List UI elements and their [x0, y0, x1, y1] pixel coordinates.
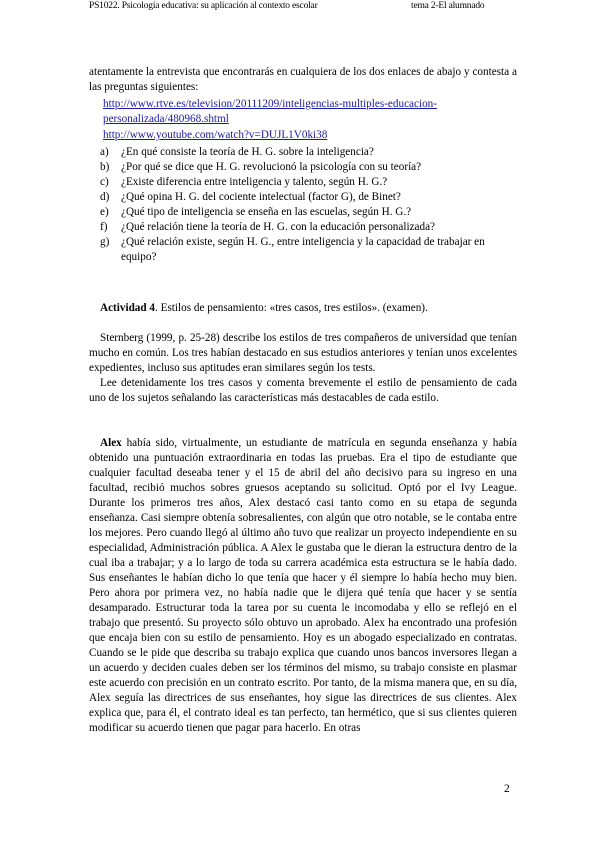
question-text: ¿Existe diferencia entre inteligencia y talento, según H. G.?	[121, 176, 388, 188]
list-item	[89, 220, 517, 235]
sternberg-paragraph: Sternberg (1999, p. 25-28) describe los estilos de tres compañeros de universidad que tenían mucho en común. Los tres habían destacado en sus estudios anteriores y tenían unos excelentes expedientes, incluso sus aptitudes eran similares según los tests.	[89, 332, 517, 374]
activity-label: Actividad 4	[100, 302, 156, 314]
page-body	[89, 65, 517, 736]
link-list	[103, 97, 517, 143]
question-text: ¿Qué tipo de inteligencia se enseña en las escuelas, según H. G.?	[121, 206, 412, 218]
alex-paragraph	[89, 436, 517, 736]
list-item	[89, 190, 517, 205]
question-marker: d)	[100, 191, 110, 203]
intro-paragraph: atentamente la entrevista que encontrarás en cualquiera de los dos enlaces de abajo y contesta a las preguntas siguientes:	[89, 66, 517, 93]
page-number: 2	[504, 783, 510, 795]
page-header	[89, 0, 519, 12]
question-text: ¿En qué consiste la teoría de H. G. sobre la inteligencia?	[121, 146, 374, 158]
question-text: ¿Qué relación tiene la teoría de H. G. con la educación personalizada?	[121, 221, 436, 233]
question-text: ¿Qué opina H. G. del cociente intelectual (factor G), de Binet?	[121, 191, 401, 203]
youtube-link[interactable]: http://www.youtube.com/watch?v=DUJL1V0ki38	[103, 129, 328, 141]
alex-name: Alex	[100, 437, 122, 449]
alex-text: había sido, virtualmente, un estudiante de matrícula en segunda enseñanza y había obtenido una puntuación extraordinaria en todas las pruebas. Era el tipo de estudiante que cualquier facultad deseaba tener y el 15 de abril del año decisivo para su ingreso en una facultad, recibió muchos sobres gruesos aceptando su solicitud. Optó por el Ivy League. Durante los primeros tres años, Alex destacó casi tanto como en su etapa de segunda enseñanza. Casi siempre obtenía sobresalientes, con algún que otro notable, se le contaba entre los mejores. Pero cuando llegó al último año tuvo que realizar un proyecto independiente en su especialidad, Administración pública. A Alex le gustaba que le dieran la estructura dentro de la cual iba a trabajar; y a lo largo de toda su carrera académica esta estructura se le había dado. Sus enseñantes le habían dicho lo que tenía que hacer y él siempre lo había hecho muy bien. Pero ahora por primera vez, no había nadie que le dijera qué tenía que hacer y se sentía desamparado. Estructurar toda la tarea por su cuenta le incomodaba y ello se reflejó en el trabajo que presentó. Su proyecto sólo obtuvo un aprobado. Alex ha encontrado una profesión que encaja bien con su estilo de pensamiento. Hoy es un abogado especializado en contratas. Cuando se le pide que describa su trabajo explica que cuando unos bancos inversores llegan a un acuerdo y deciden cuales deben ser los términos del mismo, su trabajo consiste en plasmar este acuerdo con precisión en un contrato escrito. Por tanto, de la misma manera que, en su día, Alex seguía las directrices de sus enseñantes, hoy sigue las directrices de sus clientes. Alex explica que, para él, el contrato ideal es tan perfecto, tan hermético, que si sus clientes quieren modificar su acuerdo tienen que pagar para hacerlo. En otras	[89, 437, 517, 734]
question-marker: a)	[100, 146, 109, 158]
list-item	[89, 205, 517, 220]
question-marker: e)	[100, 206, 109, 218]
question-list	[89, 145, 517, 265]
topic-title: tema 2-El alumnado	[411, 1, 485, 11]
rtve-link[interactable]: http://www.rtve.es/television/20111209/inteligencias-multiples-educacion-personalizada/480968.shtml	[103, 98, 437, 125]
list-item	[89, 235, 517, 265]
question-marker: c)	[100, 176, 109, 188]
list-item	[89, 145, 517, 160]
list-item	[89, 175, 517, 190]
list-item	[89, 160, 517, 175]
instruction-paragraph: Lee detenidamente los tres casos y comenta brevemente el estilo de pensamiento de cada uno de los sujetos señalando las características más destacables de cada estilo.	[89, 377, 517, 404]
activity-title: . Estilos de pensamiento: «tres casos, tres estilos». (examen).	[155, 302, 428, 314]
question-text: ¿Qué relación existe, según H. G., entre inteligencia y la capacidad de trabajar en equipo?	[121, 236, 485, 263]
question-marker: b)	[100, 161, 110, 173]
course-title: PS1022. Psicología educativa: su aplicación al contexto escolar	[89, 1, 318, 11]
question-marker: f)	[100, 221, 108, 233]
question-text: ¿Por qué se dice que H. G. revolucionó la psicología con su teoría?	[121, 161, 422, 173]
question-marker: g)	[100, 236, 110, 248]
activity-heading	[100, 301, 517, 316]
